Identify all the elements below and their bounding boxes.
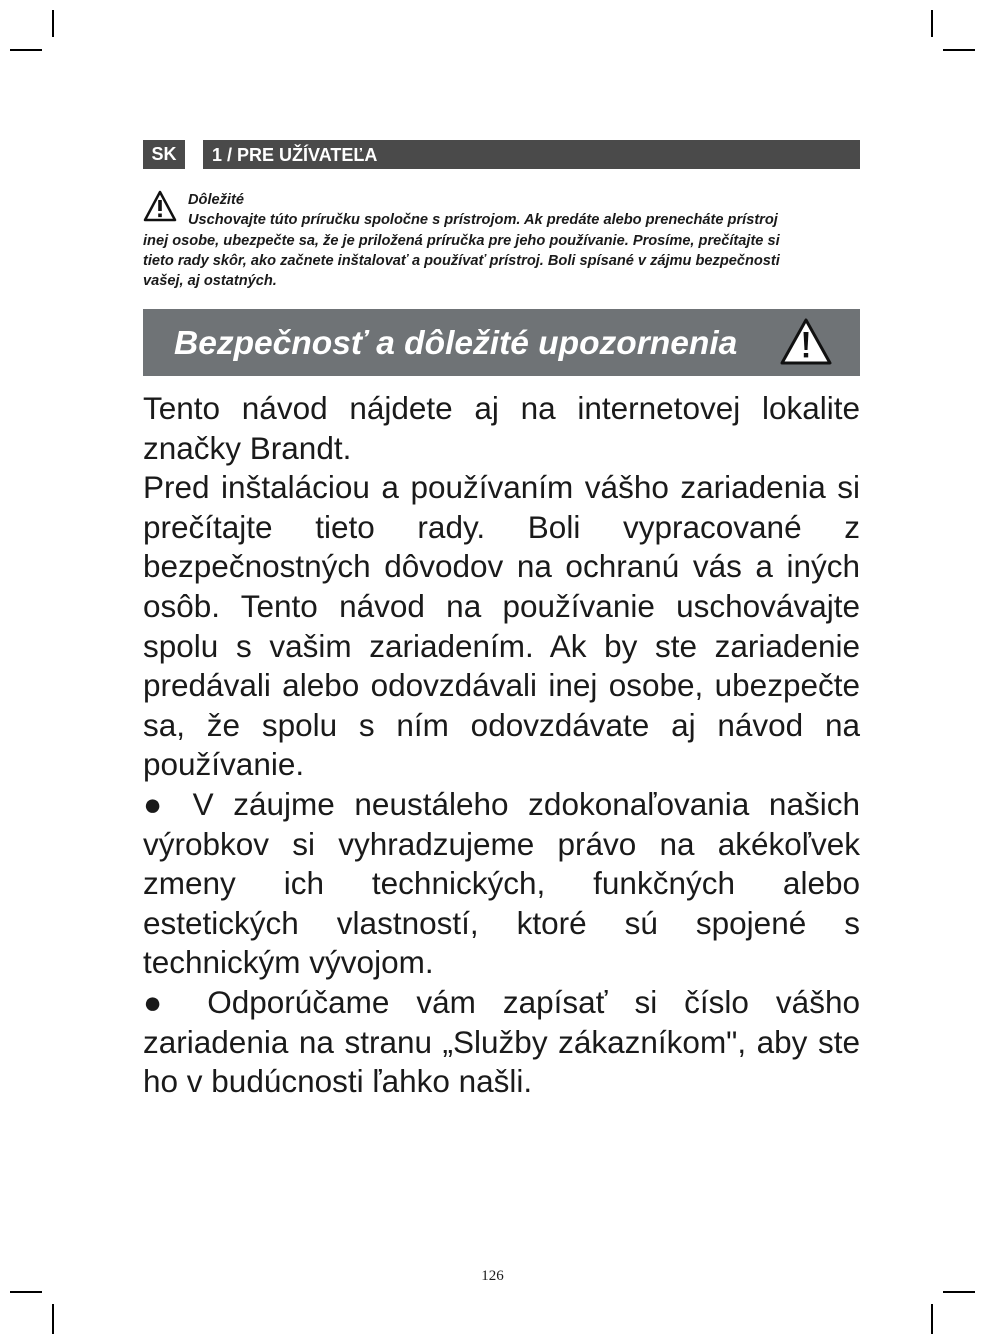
notice-line: tieto rady skôr, ako začnete inštalovať a používať prístroj. Boli spísané v zájmu bezpečnosti xyxy=(143,252,780,269)
crop-mark xyxy=(931,1304,933,1334)
crop-mark xyxy=(52,10,54,37)
crop-mark xyxy=(10,1291,42,1293)
notice-title: Dôležité xyxy=(188,192,244,208)
notice-line: Uschovajte túto príručku spoločne s prístrojom. Ak predáte alebo prenecháte prístroj xyxy=(188,212,778,229)
body-paragraph: Tento návod nájdete aj na internetovej lokalite značky Brandt. xyxy=(143,390,860,466)
crop-mark xyxy=(943,1291,975,1293)
body-paragraph: Pred inštaláciou a používaním vášho zariadenia si prečítajte tieto rady. Boli vypracované z bezpečnostných dôvodov na ochranú vás a iných osôb. Tento návod na používanie uschovávajte spolu s vašim zariadením. Ak by ste zariadenie predávali alebo odovzdávali inej osobe, ubezpečte sa, že spolu s ním odovzdávate aj návod na používanie. xyxy=(143,469,860,783)
body-text xyxy=(143,389,860,1102)
page-number: 126 xyxy=(481,1268,504,1284)
banner-title: Bezpečnosť a dôležité upozornenia xyxy=(174,325,738,362)
language-badge: SK xyxy=(143,140,185,169)
crop-mark xyxy=(52,1304,54,1334)
important-notice xyxy=(143,190,860,291)
safety-banner xyxy=(143,309,860,376)
section-header xyxy=(143,140,860,169)
crop-mark xyxy=(943,49,975,51)
warning-triangle-icon xyxy=(779,317,833,367)
crop-mark xyxy=(931,10,933,37)
notice-line: inej osobe, ubezpečte sa, že je priložená príručka pre jeho používanie. Prosíme, prečítajte si xyxy=(143,232,780,249)
body-bullet: ● V záujme neustáleho zdokonaľovania našich výrobkov si vyhradzujeme právo na akékoľvek zmeny ich technických, funkčných alebo estetických vlastností, ktoré sú spojené s technickým vývojom. xyxy=(143,785,860,981)
body-bullet: ● Odporúčame vám zapísať si číslo vášho zariadenia na stranu „Služby zákazníkom", aby ste ho v budúcnosti ľahko našli. xyxy=(143,983,860,1100)
section-title: 1 / PRE UŽÍVATEĽA xyxy=(203,140,860,169)
notice-line: vašej, aj ostatných. xyxy=(143,273,277,290)
crop-mark xyxy=(10,49,42,51)
